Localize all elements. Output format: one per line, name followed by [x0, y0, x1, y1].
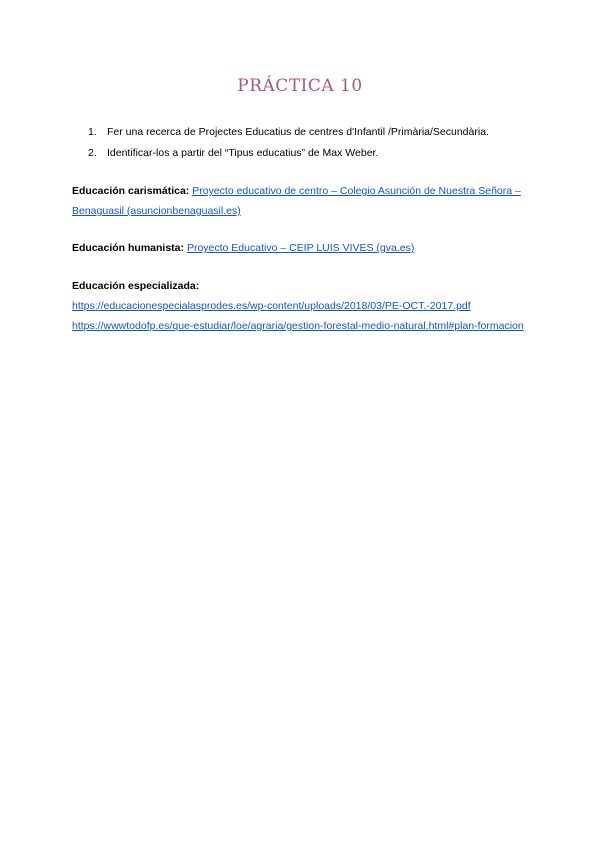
task-number: 1.	[88, 126, 97, 138]
section-label: Educación especializada:	[72, 280, 200, 292]
section-label: Educación humanista:	[72, 242, 185, 254]
task-number: 2.	[88, 147, 97, 159]
task-list	[88, 124, 489, 166]
task-item	[88, 145, 489, 166]
charismatic-project-link[interactable]: Proyecto educativo de centro – Colegio Asunción de Nuestra Señora – Benaguasil (asuncionbenaguasil.es)	[72, 185, 521, 217]
task-text: Fer una recerca de Projectes Educatius de centres d'Infantil /Primària/Secundària.	[107, 126, 489, 138]
humanist-project-link[interactable]: Proyecto Educativo – CEIP LUIS VIVES (gva.es)	[186, 242, 415, 254]
task-text: Identificar-los a partir del “Tipus educatius” de Max Weber.	[107, 147, 379, 159]
section-label: Educación carismática:	[72, 185, 190, 197]
task-item	[88, 124, 489, 145]
section-charismatic	[72, 181, 542, 221]
specialized-course-link[interactable]: https://wwwtodofp.es/que-estudiar/loe/agraria/gestion-forestal-medio-natural.html#plan-formacion	[72, 320, 524, 332]
section-humanist	[72, 238, 542, 258]
page-title: PRÁCTICA 10	[237, 76, 363, 96]
section-specialized	[72, 276, 542, 336]
specialized-pdf-link[interactable]: https://educacionespecialasprodes.es/wp-content/uploads/2018/03/PE-OCT.-2017.pdf	[72, 300, 471, 312]
